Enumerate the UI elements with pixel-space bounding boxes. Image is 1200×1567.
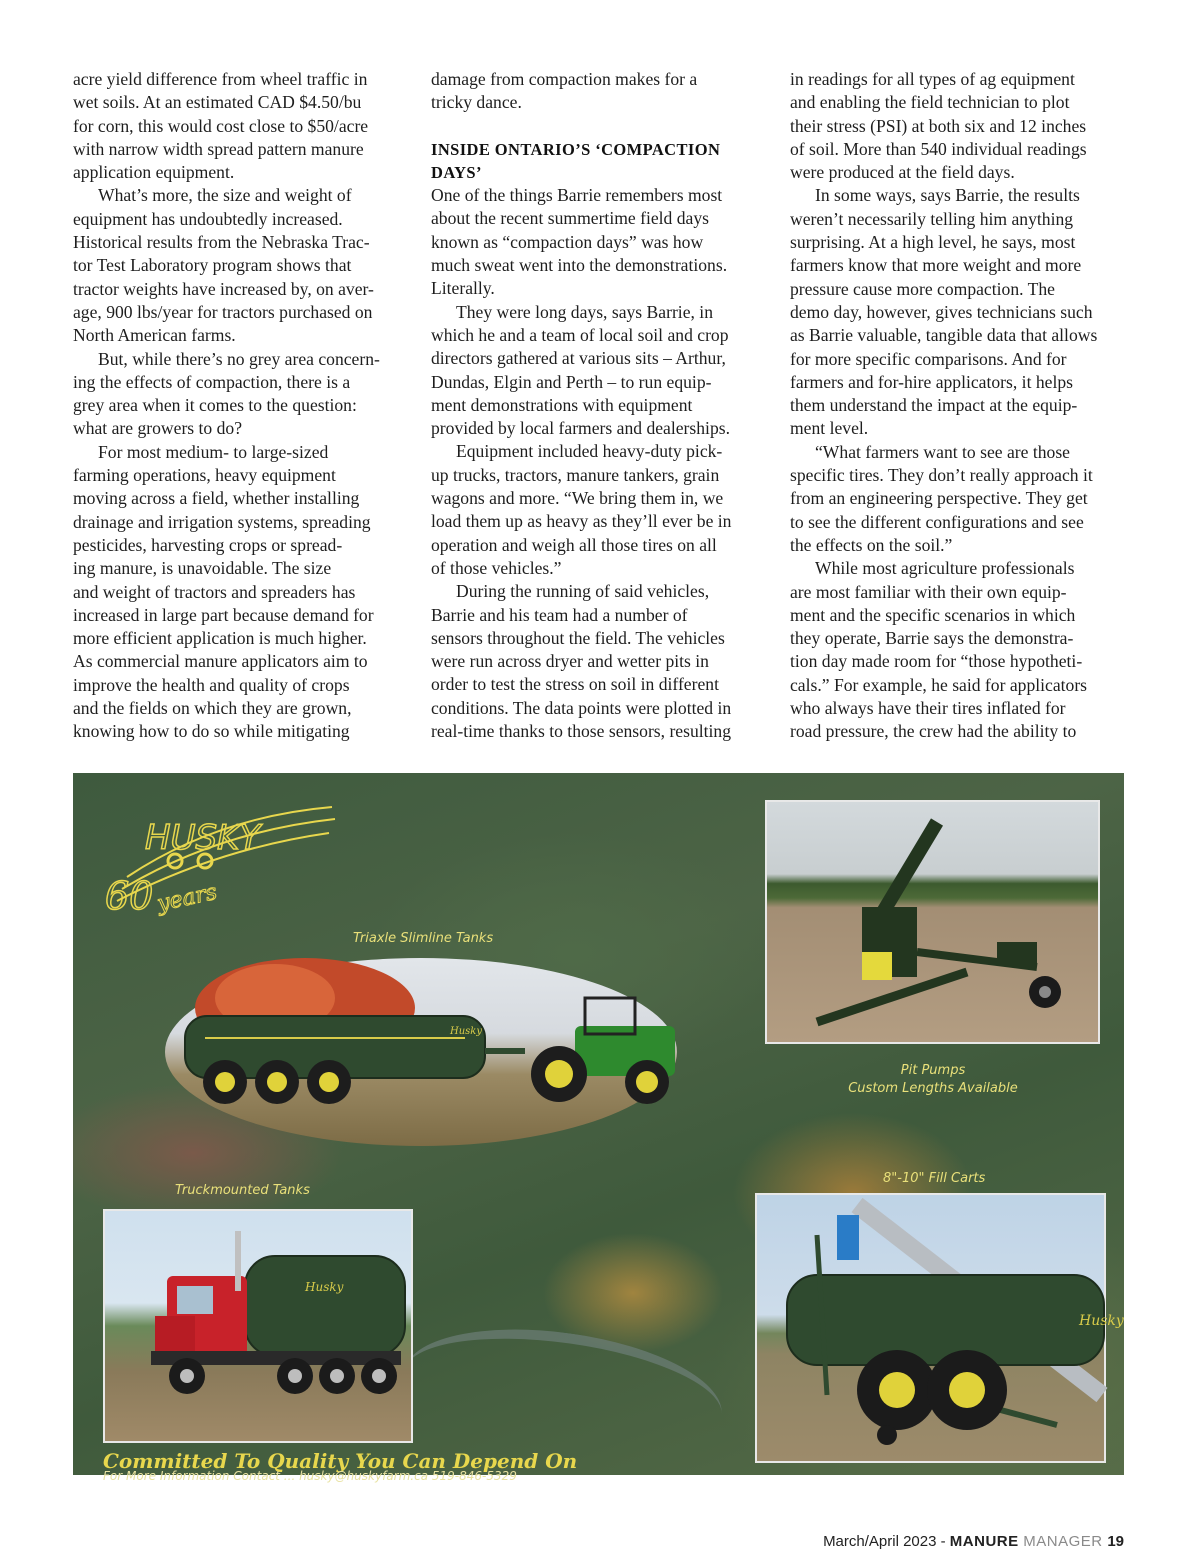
- photo-triaxle-tank: [165, 958, 677, 1146]
- footer-magazine-light: MANAGER: [1018, 1533, 1108, 1550]
- text-line: for more specific comparisons. And for: [790, 348, 1067, 369]
- logo-anniversary-number: 60: [105, 874, 154, 918]
- footer-magazine-bold: MANURE: [949, 1533, 1019, 1550]
- text-line: were run across dryer and wetter pits in: [431, 651, 709, 672]
- photo-truck-tank: [103, 1209, 413, 1443]
- paragraph-gap: [431, 115, 767, 138]
- text-line: wet soils. At an estimated CAD $4.50/bu: [73, 92, 362, 113]
- text-line: Barrie and his team had a number of: [431, 604, 688, 625]
- text-line: They were long days, says Barrie, in: [456, 301, 713, 322]
- text-line: the effects on the soil.”: [790, 534, 953, 555]
- text-line: for corn, this would cost close to $50/acre: [73, 115, 369, 136]
- text-line: application equipment.: [73, 162, 235, 183]
- text-line: Equipment included heavy-duty pick-: [456, 441, 723, 462]
- text-line: provided by local farmers and dealerships.: [431, 418, 730, 439]
- text-line: sensors throughout the field. The vehicles: [431, 627, 725, 648]
- text-line: tricky dance.: [431, 92, 522, 113]
- text-line: equipment has undoubtedly increased.: [73, 208, 343, 229]
- text-line: Historical results from the Nebraska Trac-: [73, 232, 370, 253]
- text-line: their stress (PSI) at both six and 12 inches: [790, 115, 1087, 136]
- text-line: real-time thanks to those sensors, resulting: [431, 721, 732, 742]
- text-line: directors gathered at various sits – Arthur,: [431, 348, 726, 369]
- footer-date: March/April 2023 -: [823, 1533, 950, 1550]
- text-line: tor Test Laboratory program shows that: [73, 255, 352, 276]
- text-line: In some ways, says Barrie, the results: [815, 185, 1080, 206]
- text-line: North American farms.: [73, 325, 236, 346]
- page-number: 19: [1107, 1533, 1124, 1550]
- text-line: ment level.: [790, 418, 869, 439]
- text-line: them understand the impact at the equip-: [790, 395, 1078, 416]
- text-line: load them up as heavy as they’ll ever be in: [431, 511, 732, 532]
- text-line: grey area when it comes to the question:: [73, 395, 357, 416]
- text-line: But, while there’s no grey area concern-: [98, 348, 380, 369]
- text-line: up trucks, tractors, manure tankers, grain: [431, 464, 720, 485]
- text-line: knowing how to do so while mitigating: [73, 721, 350, 742]
- text-line: farmers know that more weight and more: [790, 255, 1082, 276]
- text-line: For most medium- to large-sized: [98, 441, 329, 462]
- text-line: tion day made room for “those hypotheti-: [790, 651, 1083, 672]
- caption-custom-lengths: Custom Lengths Available: [848, 1081, 1018, 1096]
- text-line: were produced at the field days.: [790, 162, 1015, 183]
- text-line: about the recent summertime field days: [431, 208, 709, 229]
- article-column-2: [431, 68, 767, 743]
- photo-fill-cart: [755, 1193, 1124, 1463]
- text-line: During the running of said vehicles,: [456, 581, 710, 602]
- text-line: tractor weights have increased by, on aver-: [73, 278, 374, 299]
- text-line: What’s more, the size and weight of: [98, 185, 352, 206]
- text-line: Literally.: [431, 278, 495, 299]
- text-line: moving across a field, whether installing: [73, 488, 360, 509]
- text-line: Dundas, Elgin and Perth – to run equip-: [431, 371, 712, 392]
- text-line: pesticides, harvesting crops or spread-: [73, 534, 343, 555]
- text-line: pressure cause more compaction. The: [790, 278, 1055, 299]
- text-line: ment and the specific scenarios in which: [790, 604, 1076, 625]
- caption-triaxle: Triaxle Slimline Tanks: [353, 931, 494, 946]
- article-column-3: [790, 68, 1126, 744]
- text-line: surprising. At a high level, he says, most: [790, 232, 1076, 253]
- page-footer: [823, 1533, 1124, 1550]
- text-line: ing the effects of compaction, there is a: [73, 371, 351, 392]
- text-line: acre yield difference from wheel traffic in: [73, 69, 368, 89]
- text-line: “What farmers want to see are those: [815, 441, 1070, 462]
- text-line: increased in large part because demand for: [73, 604, 374, 625]
- tank-label: Husky: [450, 1026, 483, 1037]
- logo-brand-text: HUSKY: [145, 818, 261, 858]
- text-line: known as “compaction days” was how: [431, 231, 704, 252]
- cart-tank-label: Husky: [1079, 1313, 1124, 1329]
- text-line: and enabling the field technician to plot: [790, 92, 1070, 113]
- ad-tagline: Committed To Quality You Can Depend On: [103, 1449, 578, 1473]
- text-line: as Barrie valuable, tangible data that allows: [790, 325, 1098, 346]
- article-column-1: [73, 68, 409, 744]
- text-line: ing manure, is unavoidable. The size: [73, 558, 332, 579]
- logo-anniversary-word: years: [155, 879, 220, 917]
- text-line: of soil. More than 540 individual readings: [790, 138, 1087, 159]
- caption-pit-pumps: Pit Pumps: [900, 1063, 966, 1078]
- text-line: damage from compaction makes for a: [431, 69, 698, 89]
- text-line: cals.” For example, he said for applicators: [790, 674, 1088, 695]
- text-line: demo day, however, gives technicians such: [790, 301, 1093, 322]
- husky-advertisement: [73, 773, 1124, 1483]
- text-line: weren’t necessarily telling him anything: [790, 208, 1074, 229]
- text-line: which he and a team of local soil and crop: [431, 324, 729, 345]
- photo-pit-pump: [765, 800, 1100, 1044]
- text-line: improve the health and quality of crops: [73, 674, 350, 695]
- text-line: order to test the stress on soil in different: [431, 674, 719, 695]
- text-line: farming operations, heavy equipment: [73, 465, 336, 486]
- text-line: As commercial manure applicators aim to: [73, 651, 368, 672]
- text-line: ment demonstrations with equipment: [431, 394, 693, 415]
- text-line: they operate, Barrie says the demonstra-: [790, 628, 1074, 649]
- text-line: of those vehicles.”: [431, 557, 562, 578]
- text-line: farmers and for-hire applicators, it helps: [790, 371, 1073, 392]
- text-line: specific tires. They don’t really approach it: [790, 465, 1093, 486]
- text-line: more efficient application is much higher.: [73, 628, 367, 649]
- text-line: road pressure, the crew had the ability to: [790, 721, 1077, 742]
- text-line: conditions. The data points were plotted in: [431, 697, 732, 718]
- husky-logo: [97, 797, 337, 927]
- text-line: from an engineering perspective. They get: [790, 488, 1088, 509]
- text-line: While most agriculture professionals: [815, 558, 1075, 579]
- caption-fill-carts: 8"-10" Fill Carts: [883, 1171, 986, 1186]
- text-line: are most familiar with their own equip-: [790, 581, 1067, 602]
- text-line: age, 900 lbs/year for tractors purchased on: [73, 301, 373, 322]
- text-line: wagons and more. “We bring them in, we: [431, 488, 724, 509]
- text-line: and weight of tractors and spreaders has: [73, 581, 356, 602]
- text-line: to see the different configurations and see: [790, 511, 1084, 532]
- text-line: in readings for all types of ag equipment: [790, 69, 1075, 89]
- section-heading: INSIDE ONTARIO’S ‘COMPACTION DAYS’: [431, 139, 721, 182]
- text-line: drainage and irrigation systems, spreading: [73, 511, 371, 532]
- text-line: who always have their tires inflated for: [790, 698, 1066, 719]
- text-line: and the fields on which they are grown,: [73, 698, 352, 719]
- text-line: One of the things Barrie remembers most: [431, 185, 723, 206]
- caption-truckmounted: Truckmounted Tanks: [175, 1183, 310, 1198]
- text-line: with narrow width spread pattern manure: [73, 138, 364, 159]
- text-line: much sweat went into the demonstrations.: [431, 255, 728, 276]
- truck-tank-label: Husky: [305, 1280, 344, 1294]
- text-line: what are growers to do?: [73, 418, 243, 439]
- text-line: operation and weigh all those tires on all: [431, 534, 717, 555]
- ad-contact: For More Information Contact ... husky@huskyfarm.ca 519-846-5329: [103, 1469, 517, 1483]
